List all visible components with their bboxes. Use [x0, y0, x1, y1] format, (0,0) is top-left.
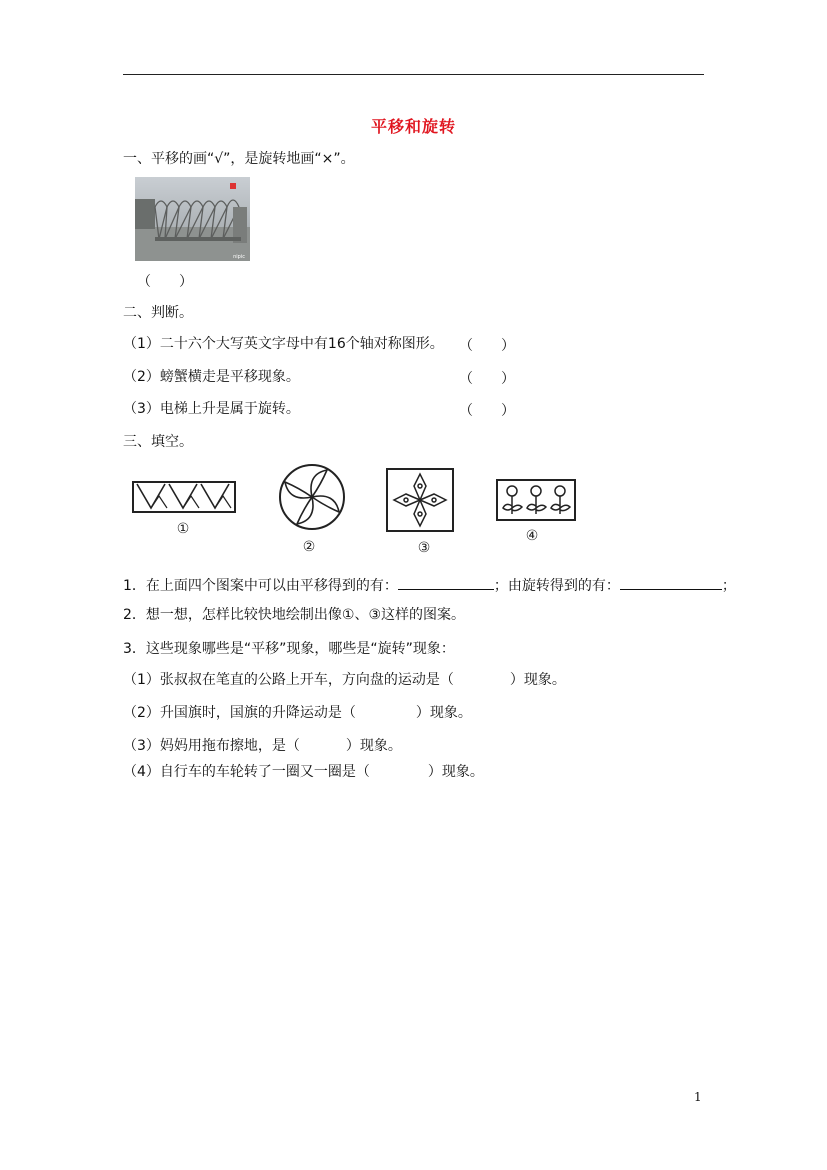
fill-question-1-part-a: 1．在上面四个图案中可以由平移得到的有：: [123, 578, 398, 594]
phenomenon-item-3: [123, 737, 402, 755]
pattern-figure-4: [495, 476, 579, 550]
section3-heading: 三、填空。: [123, 434, 193, 450]
pattern-figure-1: [131, 478, 237, 542]
header-rule: [123, 74, 704, 75]
fill-question-3: 3．这些现象哪些是“平移”现象，哪些是“旋转”现象：: [123, 641, 455, 657]
page-number: 1: [694, 1090, 702, 1104]
fill-question-1-part-c: ；: [721, 578, 736, 594]
figure-label-2: ②: [302, 539, 316, 554]
phenomenon-item-1: [123, 671, 566, 689]
fill-question-1: [123, 575, 736, 595]
phenomenon-item-4-suffix: ）现象。: [427, 764, 484, 780]
pattern-figure-3: [384, 466, 458, 560]
page-title: 平移和旋转: [370, 117, 456, 136]
judge-item-2: （2）螃蟹横走是平移现象。: [123, 369, 300, 385]
figure-label-4: ④: [525, 528, 539, 544]
phenomenon-item-1-suffix: ）现象。: [509, 672, 566, 688]
answer-blank-rotation[interactable]: [620, 575, 722, 590]
figure-label-3: ③: [417, 540, 431, 556]
section1-answer: （ ）: [137, 274, 193, 290]
phenomenon-item-2: [123, 704, 472, 722]
retractable-gate-photo: [135, 177, 250, 261]
judge-answer-3: （ ）: [459, 403, 515, 419]
phenomenon-item-3-text: （3）妈妈用拖布擦地，是（: [123, 738, 300, 754]
figure-label-1: ①: [176, 521, 190, 537]
section2-heading: 二、判断。: [123, 305, 193, 321]
answer-blank-translation[interactable]: [398, 575, 494, 590]
phenomenon-item-2-suffix: ）现象。: [415, 705, 472, 721]
phenomenon-item-1-text: （1）张叔叔在笔直的公路上开车，方向盘的运动是（: [123, 672, 454, 688]
pattern-figure-2: [277, 462, 347, 558]
judge-item-3: （3）电梯上升是属于旋转。: [123, 401, 300, 417]
phenomenon-item-4: [123, 763, 484, 781]
judge-answer-1: （ ）: [459, 338, 515, 354]
phenomenon-item-4-text: （4）自行车的车轮转了一圈又一圈是（: [123, 764, 370, 780]
fill-question-1-part-b: ；由旋转得到的有：: [493, 578, 620, 594]
photo-watermark: nipic: [233, 254, 245, 260]
judge-answer-2: （ ）: [459, 371, 515, 387]
phenomenon-item-3-suffix: ）现象。: [345, 738, 402, 754]
phenomenon-item-2-text: （2）升国旗时，国旗的升降运动是（: [123, 705, 356, 721]
fill-question-2: 2．想一想，怎样比较快地绘制出像①、③这样的图案。: [123, 607, 466, 623]
section1-heading: 一、平移的画“√”，是旋转地画“×”。: [123, 151, 355, 167]
judge-item-1: （1）二十六个大写英文字母中有16个轴对称图形。: [123, 336, 444, 352]
